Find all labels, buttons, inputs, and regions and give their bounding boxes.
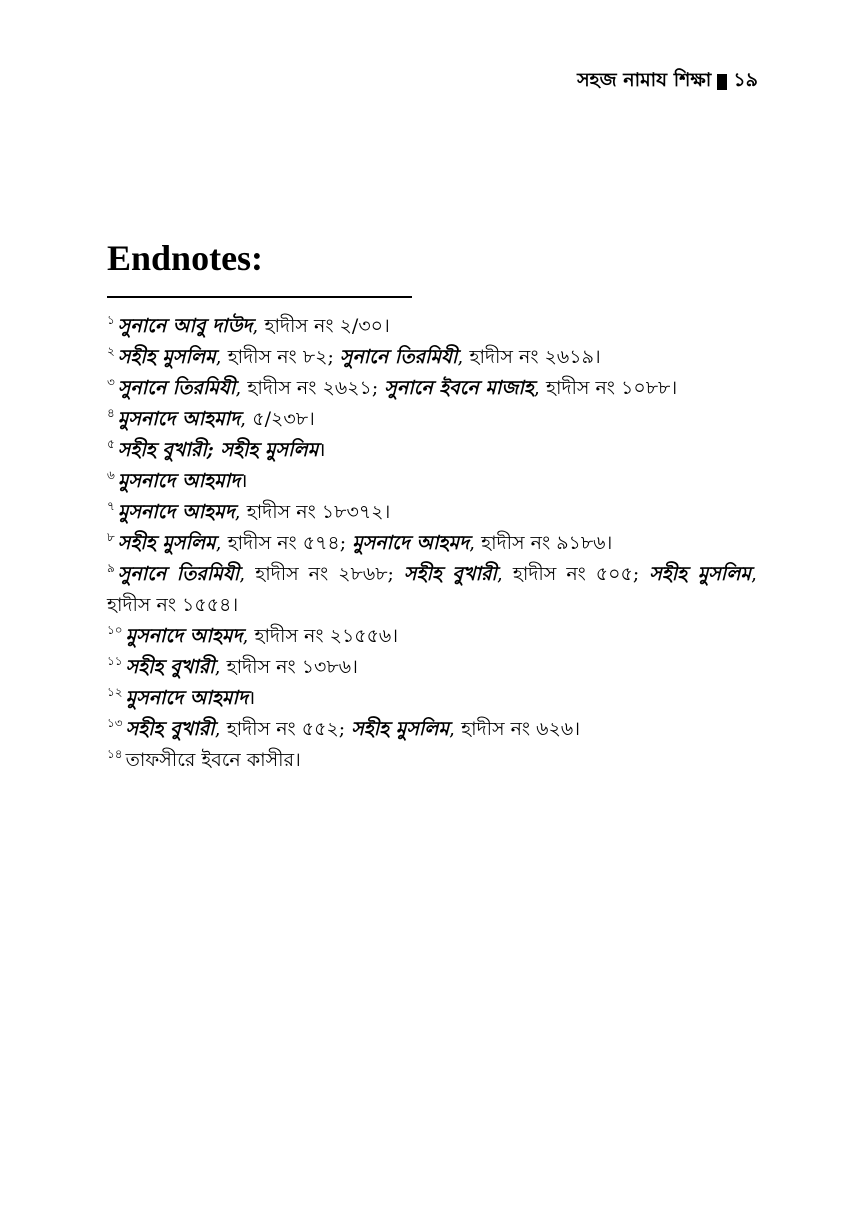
reference-text: , হাদীস নং ২৮৬৮; bbox=[239, 563, 404, 585]
endnote-item bbox=[107, 714, 757, 745]
reference-text: । bbox=[240, 470, 248, 492]
reference-text: , হাদীস নং ২৬২১; bbox=[235, 377, 385, 399]
source-title: মুসনাদে আহমদ bbox=[352, 532, 470, 554]
endnote-number: ৩ bbox=[107, 375, 115, 389]
endnote-number: ১৪ bbox=[107, 747, 123, 761]
header-square-mark bbox=[717, 74, 727, 90]
source-title: সহীহ মুসলিম bbox=[117, 532, 216, 554]
endnote-item bbox=[107, 466, 757, 497]
source-title: মুসনাদে আহমাদ bbox=[125, 687, 248, 709]
endnote-item bbox=[107, 652, 757, 683]
reference-text: , ৫/২৩৮। bbox=[240, 408, 315, 430]
source-title: সুনানে ইবনে মাজাহ bbox=[384, 377, 534, 399]
endnote-number: ৯ bbox=[107, 561, 115, 575]
reference-text: , হাদীস নং ২৬১৯। bbox=[457, 346, 601, 368]
endnote-item bbox=[107, 497, 757, 528]
source-title: সুনানে তিরমিযী bbox=[117, 377, 236, 399]
endnote-item bbox=[107, 342, 757, 373]
endnote-number: ১১ bbox=[107, 654, 123, 668]
reference-text: , হাদীস নং ১০৮৮। bbox=[533, 377, 678, 399]
endnote-item bbox=[107, 528, 757, 559]
source-title: সহীহ বুখারী bbox=[125, 656, 215, 678]
page-number: ১৯ bbox=[733, 69, 758, 91]
endnote-number: ৮ bbox=[107, 530, 115, 544]
endnote-number: ৪ bbox=[107, 406, 115, 420]
reference-text: । bbox=[247, 687, 256, 709]
source-title: সুনানে আবু দাউদ bbox=[117, 315, 253, 337]
endnote-number: ১৩ bbox=[107, 716, 123, 730]
book-title: সহজ নামায শিক্ষা bbox=[577, 69, 712, 91]
reference-text: তাফসীরে ইবনে কাসীর। bbox=[125, 749, 301, 771]
source-title: মুসনাদে আহমদ bbox=[125, 625, 243, 647]
source-title: সহীহ বুখারী bbox=[403, 563, 497, 585]
source-title: মুসনাদে আহমাদ bbox=[117, 470, 241, 492]
running-header bbox=[577, 66, 758, 98]
source-title: সুনানে তিরমিযী bbox=[339, 346, 458, 368]
reference-text: , হাদীস নং ১৩৮৬। bbox=[214, 656, 358, 678]
source-title: মুসনাদে আহমাদ bbox=[117, 408, 241, 430]
endnote-number: ১২ bbox=[107, 685, 123, 699]
endnote-number: ১ bbox=[107, 313, 115, 327]
reference-text: , হাদীস নং ১৮৩৭২। bbox=[234, 501, 391, 523]
endnote-item bbox=[107, 435, 757, 466]
reference-text: , হাদীস নং ৯১৮৬। bbox=[469, 532, 613, 554]
endnote-item bbox=[107, 683, 757, 714]
reference-text: , হাদীস নং ৮২; bbox=[215, 346, 340, 368]
reference-text: , হাদীস নং ২১৫৫৬। bbox=[242, 625, 399, 647]
endnote-number: ৭ bbox=[107, 499, 115, 513]
title-rule bbox=[107, 296, 412, 298]
endnote-item bbox=[107, 559, 757, 621]
source-title: সহীহ বুখারী bbox=[125, 718, 215, 740]
reference-text: , হাদীস নং ৫৫২; bbox=[214, 718, 352, 740]
endnote-item bbox=[107, 404, 757, 435]
endnote-number: ২ bbox=[107, 344, 115, 358]
source-title: মুসনাদে আহমদ bbox=[117, 501, 235, 523]
source-title: সহীহ মুসলিম bbox=[117, 346, 216, 368]
endnote-item bbox=[107, 621, 757, 652]
endnote-number: ১০ bbox=[107, 623, 123, 637]
endnotes-title: Endnotes: bbox=[107, 238, 264, 278]
endnote-item bbox=[107, 745, 757, 776]
endnote-number: ৫ bbox=[107, 437, 115, 451]
endnote-number: ৬ bbox=[107, 468, 115, 482]
reference-text: , হাদীস নং ২/৩০। bbox=[252, 315, 390, 337]
source-title: সহীহ বুখারী; সহীহ মুসলিম bbox=[117, 439, 319, 461]
endnotes-list bbox=[107, 311, 757, 776]
endnote-item bbox=[107, 373, 757, 404]
reference-text: , হাদীস নং ৫০৫; bbox=[496, 563, 650, 585]
endnote-item bbox=[107, 311, 757, 342]
source-title: সহীহ মুসলিম bbox=[649, 563, 751, 585]
reference-text: , হাদীস নং ৬২৬। bbox=[449, 718, 581, 740]
reference-text: । bbox=[318, 439, 326, 461]
source-title: সুনানে তিরমিযী bbox=[117, 563, 240, 585]
reference-text: , হাদীস নং ৫৭৪; bbox=[215, 532, 353, 554]
source-title: সহীহ মুসলিম bbox=[351, 718, 450, 740]
reference-text: , হাদীস নং ১৫৫৪। bbox=[107, 563, 757, 616]
